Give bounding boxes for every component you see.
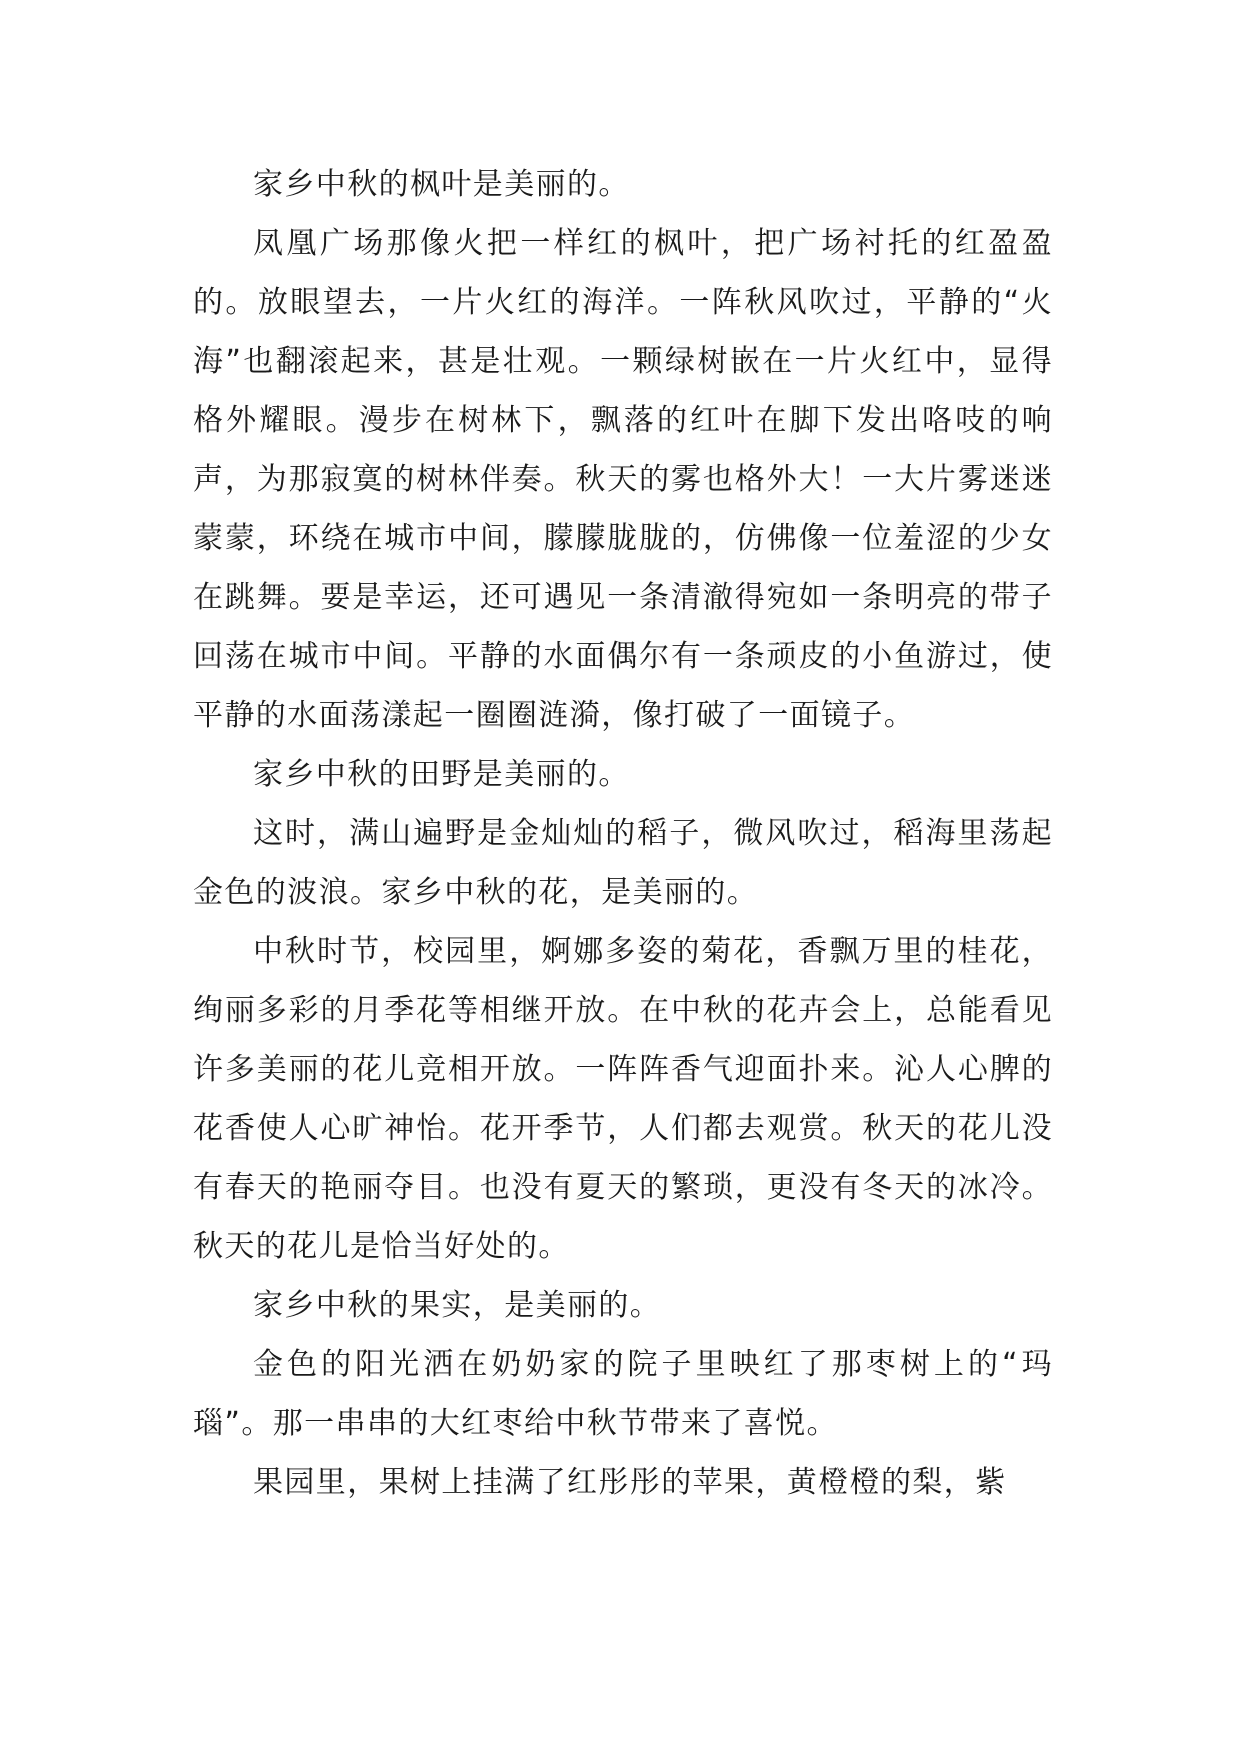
paragraph-fruit-intro: 家乡中秋的果实，是美丽的。 <box>253 1288 662 1323</box>
paragraph-maple-detail: 凤凰广场那像火把一样红的枫叶，把广场衬托的红盈盈的。放眼望去，一片火红的海洋。一阵秋风吹过，平静的“火海”也翻滚起来，甚是壮观。一颗绿树嵌在一片火红中，显得格外耀眼。漫步在树林下，飘落的红叶在脚下发出咯吱的响声，为那寂寞的树林伴奏。秋天的雾也格外大！一大片雾迷迷蒙蒙，环绕在城市中间，朦朦胧胧的，仿佛像一位羞涩的少女在跳舞。要是幸运，还可遇见一条清澈得宛如一条明亮的带子回荡在城市中间。平静的水面偶尔有一条顽皮的小鱼游过，使平静的水面荡漾起一圈圈涟漪，像打破了一面镜子。 <box>193 226 1053 733</box>
paragraph-fields-intro: 家乡中秋的田野是美丽的。 <box>253 757 630 792</box>
paragraph-flowers-detail: 中秋时节，校园里，婀娜多姿的菊花，香飘万里的桂花，绚丽多彩的月季花等相继开放。在中秋的花卉会上，总能看见许多美丽的花儿竞相开放。一阵阵香气迎面扑来。沁人心脾的花香使人心旷神怡。花开季节，人们都去观赏。秋天的花儿没有春天的艳丽夺目。也没有夏天的繁琐，更没有冬天的冰冷。秋天的花儿是恰当好处的。 <box>193 934 1053 1264</box>
paragraph-maple-intro: 家乡中秋的枫叶是美丽的。 <box>253 167 630 202</box>
document-body <box>193 155 1053 1512</box>
paragraph-jujube: 金色的阳光洒在奶奶家的院子里映红了那枣树上的“玛瑙”。那一串串的大红枣给中秋节带来了喜悦。 <box>193 1347 1053 1441</box>
paragraph-orchard: 果园里，果树上挂满了红彤彤的苹果，黄橙橙的梨，紫 <box>253 1465 1007 1500</box>
paragraph-fields-detail: 这时，满山遍野是金灿灿的稻子，微风吹过，稻海里荡起金色的波浪。家乡中秋的花，是美丽的。 <box>193 816 1053 910</box>
